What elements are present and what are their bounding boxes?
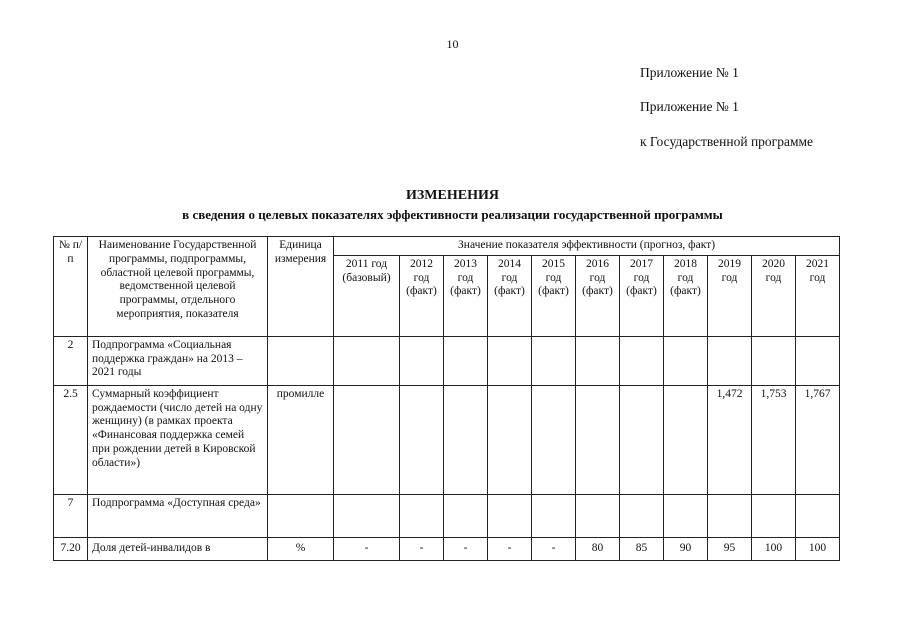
row-value: [334, 385, 400, 494]
row-name: Подпрограмма «Доступная среда»: [88, 494, 268, 537]
header-year-2020: 2020 год: [752, 255, 796, 336]
header-year-2011: 2011 год (базовый): [334, 255, 400, 336]
table-row: [54, 494, 840, 537]
header-year-2021: 2021 год: [796, 255, 840, 336]
row-name: Доля детей-инвалидов в: [88, 537, 268, 560]
header-year-2012: 2012 год (факт): [400, 255, 444, 336]
header-unit: Единица измерения: [268, 237, 334, 337]
row-name: Суммарный коэффициент рождаемости (число детей на одну женщину) (в рамках проекта «Финансовая поддержка семей при рождении детей в Кировской области»): [88, 385, 268, 494]
header-year-2018: 2018 год (факт): [664, 255, 708, 336]
row-value: [444, 385, 488, 494]
row-value: 100: [796, 537, 840, 560]
header-row-1: [54, 237, 840, 256]
appendix-line-3: к Государственной программе: [640, 134, 814, 149]
header-year-2014: 2014 год (факт): [488, 255, 532, 336]
row-value: [796, 336, 840, 385]
row-value: 1,767: [796, 385, 840, 494]
document-subtitle: в сведения о целевых показателях эффективности реализации государственной программы: [182, 207, 723, 222]
row-value: [620, 385, 664, 494]
header-name: Наименование Государственной программы, подпрограммы, областной целевой программы, ведомственной целевой программы, отдельного мероприятия, показателя: [88, 237, 268, 337]
row-unit: промилле: [268, 385, 334, 494]
row-value: [752, 494, 796, 537]
row-value: [532, 385, 576, 494]
row-value: [620, 336, 664, 385]
row-value: [400, 494, 444, 537]
row-num: 7: [54, 494, 88, 537]
row-value: [620, 494, 664, 537]
page-number: 10: [446, 37, 459, 51]
row-unit: %: [268, 537, 334, 560]
row-num: 2: [54, 336, 88, 385]
header-year-2015: 2015 год (факт): [532, 255, 576, 336]
row-value: [400, 385, 444, 494]
appendix-line-1: Приложение № 1: [640, 65, 739, 80]
row-value: [444, 336, 488, 385]
row-value: [708, 336, 752, 385]
header-year-2016: 2016 год (факт): [576, 255, 620, 336]
row-value: [532, 494, 576, 537]
row-value: [334, 494, 400, 537]
row-value: -: [444, 537, 488, 560]
table-row: [54, 537, 840, 560]
row-value: [400, 336, 444, 385]
header-year-2013: 2013 год (факт): [444, 255, 488, 336]
row-value: [532, 336, 576, 385]
row-value: [488, 385, 532, 494]
row-value: [664, 494, 708, 537]
row-value: [334, 336, 400, 385]
row-value: [664, 385, 708, 494]
row-unit: [268, 336, 334, 385]
row-value: 80: [576, 537, 620, 560]
header-values-group: Значение показателя эффективности (прогноз, факт): [334, 237, 840, 256]
indicators-table: [53, 236, 840, 561]
document-title: ИЗМЕНЕНИЯ: [406, 188, 499, 203]
row-value: 85: [620, 537, 664, 560]
row-value: 95: [708, 537, 752, 560]
appendix-line-2: Приложение № 1: [640, 99, 739, 114]
row-value: [444, 494, 488, 537]
row-num: 7.20: [54, 537, 88, 560]
row-value: -: [532, 537, 576, 560]
row-value: [576, 336, 620, 385]
row-num: 2.5: [54, 385, 88, 494]
table-row: [54, 385, 840, 494]
row-value: -: [488, 537, 532, 560]
row-value: [752, 336, 796, 385]
row-unit: [268, 494, 334, 537]
row-value: [664, 336, 708, 385]
header-year-2017: 2017 год (факт): [620, 255, 664, 336]
row-value: [488, 336, 532, 385]
row-name: Подпрограмма «Социальная поддержка граждан» на 2013 – 2021 годы: [88, 336, 268, 385]
row-value: [796, 494, 840, 537]
header-year-2019: 2019 год: [708, 255, 752, 336]
header-num: № п/п: [54, 237, 88, 337]
row-value: 1,472: [708, 385, 752, 494]
row-value: [708, 494, 752, 537]
row-value: [576, 494, 620, 537]
row-value: 1,753: [752, 385, 796, 494]
table-row: [54, 336, 840, 385]
row-value: [576, 385, 620, 494]
row-value: -: [334, 537, 400, 560]
row-value: 90: [664, 537, 708, 560]
row-value: [488, 494, 532, 537]
row-value: -: [400, 537, 444, 560]
row-value: 100: [752, 537, 796, 560]
